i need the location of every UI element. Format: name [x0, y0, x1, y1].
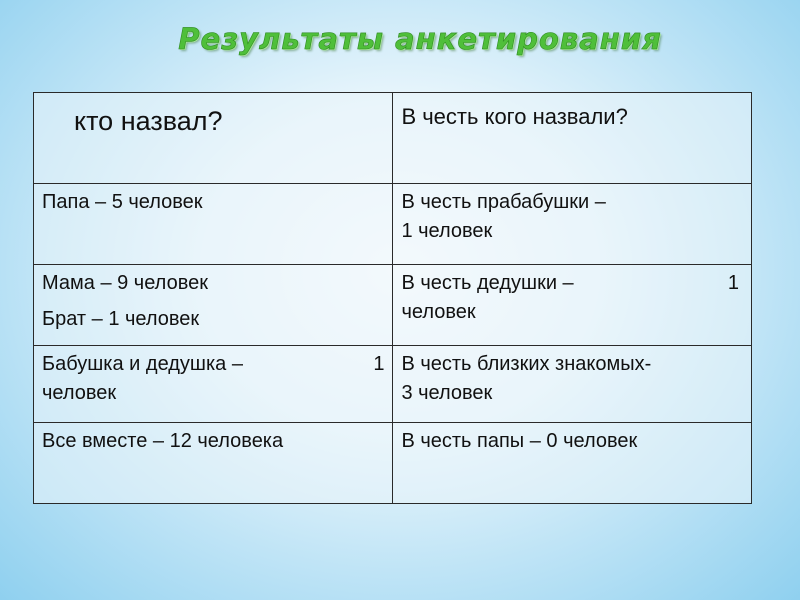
slide-title: Результаты анкетирования: [178, 22, 662, 56]
cell-text: В честь близких знакомых-: [401, 353, 652, 375]
cell-number: 1: [373, 353, 385, 375]
cell-text: человек: [401, 301, 476, 323]
cell-text: Брат – 1 человек: [42, 308, 200, 330]
cell-text: Бабушка и дедушка –: [42, 353, 243, 375]
table-row: [34, 346, 752, 423]
cell-line: [401, 269, 743, 298]
table-row: [34, 184, 752, 265]
cell-text: человек: [42, 382, 117, 404]
cell-text: В честь прабабушки –: [401, 191, 606, 213]
table-row: [34, 265, 752, 346]
table-row: [34, 423, 752, 504]
table-cell: [393, 346, 752, 423]
table-cell: [393, 423, 752, 504]
table-cell: [34, 265, 393, 346]
table-cell: [393, 184, 752, 265]
table-cell: [393, 265, 752, 346]
header-who-named: кто назвал?: [34, 93, 393, 184]
table-cell: [34, 184, 393, 265]
survey-results-table: [33, 92, 752, 504]
cell-text: Мама – 9 человек: [42, 272, 208, 294]
table-cell: [34, 346, 393, 423]
cell-line: [42, 350, 384, 379]
cell-text: 3 человек: [401, 382, 493, 404]
table-cell: [34, 423, 393, 504]
cell-text: В честь папы – 0 человек: [401, 430, 638, 452]
cell-number: 1: [727, 272, 739, 294]
header-named-after-label: В честь кого назвали?: [401, 104, 628, 129]
cell-text: Все вместе – 12 человека: [42, 430, 284, 452]
cell-text: 1 человек: [401, 220, 493, 242]
cell-text: Папа – 5 человек: [42, 191, 203, 213]
cell-text: В честь дедушки –: [401, 272, 574, 294]
table-header-row: [34, 93, 752, 184]
header-named-after: [393, 93, 752, 184]
